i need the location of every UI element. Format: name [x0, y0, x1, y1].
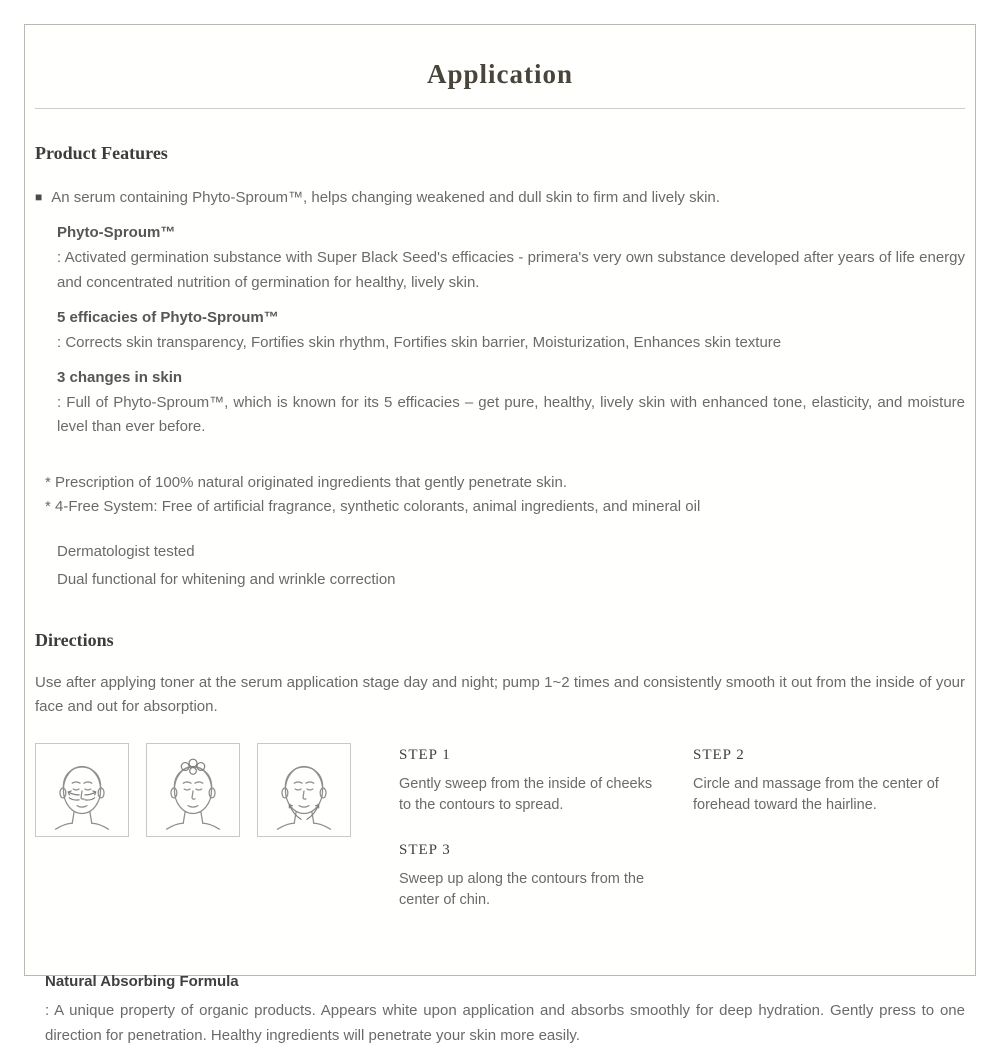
face-cheek-sweep-icon — [36, 744, 128, 836]
feature-extras — [57, 543, 965, 588]
feature-item-title: 3 changes in skin — [57, 369, 183, 387]
feature-bullet-text: An serum containing Phyto-Sproum™, helps changing weakened and dull skin to firm and lively skin. — [51, 189, 720, 206]
formula-heading: Natural Absorbing Formula — [45, 973, 239, 991]
feature-bullet-row — [35, 186, 965, 210]
step-label: STEP 3 — [399, 842, 451, 859]
feature-items — [57, 224, 965, 439]
directions-steps-row — [35, 743, 965, 911]
feature-item-title: 5 efficacies of Phyto-Sproum™ — [57, 308, 279, 326]
step-column-left — [399, 743, 661, 911]
page-frame — [24, 24, 976, 1044]
extra-line: Dermatologist tested — [57, 542, 195, 560]
face-cheek-sweep-diagram — [35, 743, 129, 837]
feature-item — [57, 309, 965, 355]
feature-item-desc: : Corrects skin transparency, Fortifies skin rhythm, Fortifies skin barrier, Moisturization, Enhances skin texture — [57, 333, 782, 351]
feature-item — [57, 369, 965, 440]
face-chin-sweep-icon — [258, 744, 350, 836]
square-bullet-icon: ■ — [35, 190, 43, 204]
step-label: STEP 1 — [399, 747, 451, 764]
direction-diagrams — [35, 743, 351, 837]
step-block — [399, 842, 661, 911]
step-column-right — [693, 743, 943, 911]
page-title: Application — [426, 59, 574, 89]
feature-notes — [45, 474, 965, 515]
note-line: * Prescription of 100% natural originated ingredients that gently penetrate skin. — [45, 473, 567, 491]
step-text: Gently sweep from the inside of cheeks to the contours to spread. — [399, 776, 653, 814]
step-label: STEP 2 — [693, 747, 745, 764]
step-columns — [399, 743, 943, 911]
feature-item-desc: : Activated germination substance with Super Black Seed's efficacies - primera's very own substance developed after years of life energy and concentrated nutrition of germination for healthy, lively skin. — [57, 249, 965, 291]
note-line: * 4-Free System: Free of artificial fragrance, synthetic colorants, animal ingredients, and mineral oil — [45, 497, 701, 515]
face-forehead-circle-icon — [147, 744, 239, 836]
natural-absorbing-formula-section — [45, 973, 965, 1048]
feature-item-desc: : Full of Phyto-Sproum™, which is known for its 5 efficacies – get pure, healthy, lively skin with enhanced tone, elasticity, and moisture level than ever before. — [57, 394, 965, 436]
feature-item — [57, 224, 965, 295]
product-features-heading: Product Features — [35, 143, 168, 163]
directions-heading: Directions — [35, 629, 114, 650]
face-chin-sweep-diagram — [257, 743, 351, 837]
feature-item-title: Phyto-Sproum™ — [57, 224, 176, 242]
page-content — [25, 25, 975, 1048]
directions-intro: Use after applying toner at the serum application stage day and night; pump 1~2 times and consistently smooth it out from the inside of your face and out for absorption. — [35, 673, 965, 716]
step-text: Sweep up along the contours from the center of chin. — [399, 871, 645, 909]
step-text: Circle and massage from the center of forehead toward the hairline. — [693, 776, 939, 814]
extra-line: Dual functional for whitening and wrinkle correction — [57, 570, 396, 588]
step-block — [399, 747, 661, 816]
face-forehead-circle-diagram — [146, 743, 240, 837]
step-block — [693, 747, 943, 816]
formula-text: : A unique property of organic products. Appears white upon application and absorbs smoothly for deep hydration. Gently press to one direction for penetration. Healthy ingredients will penetrate your skin more easily. — [45, 1002, 965, 1044]
title-divider — [35, 108, 965, 109]
